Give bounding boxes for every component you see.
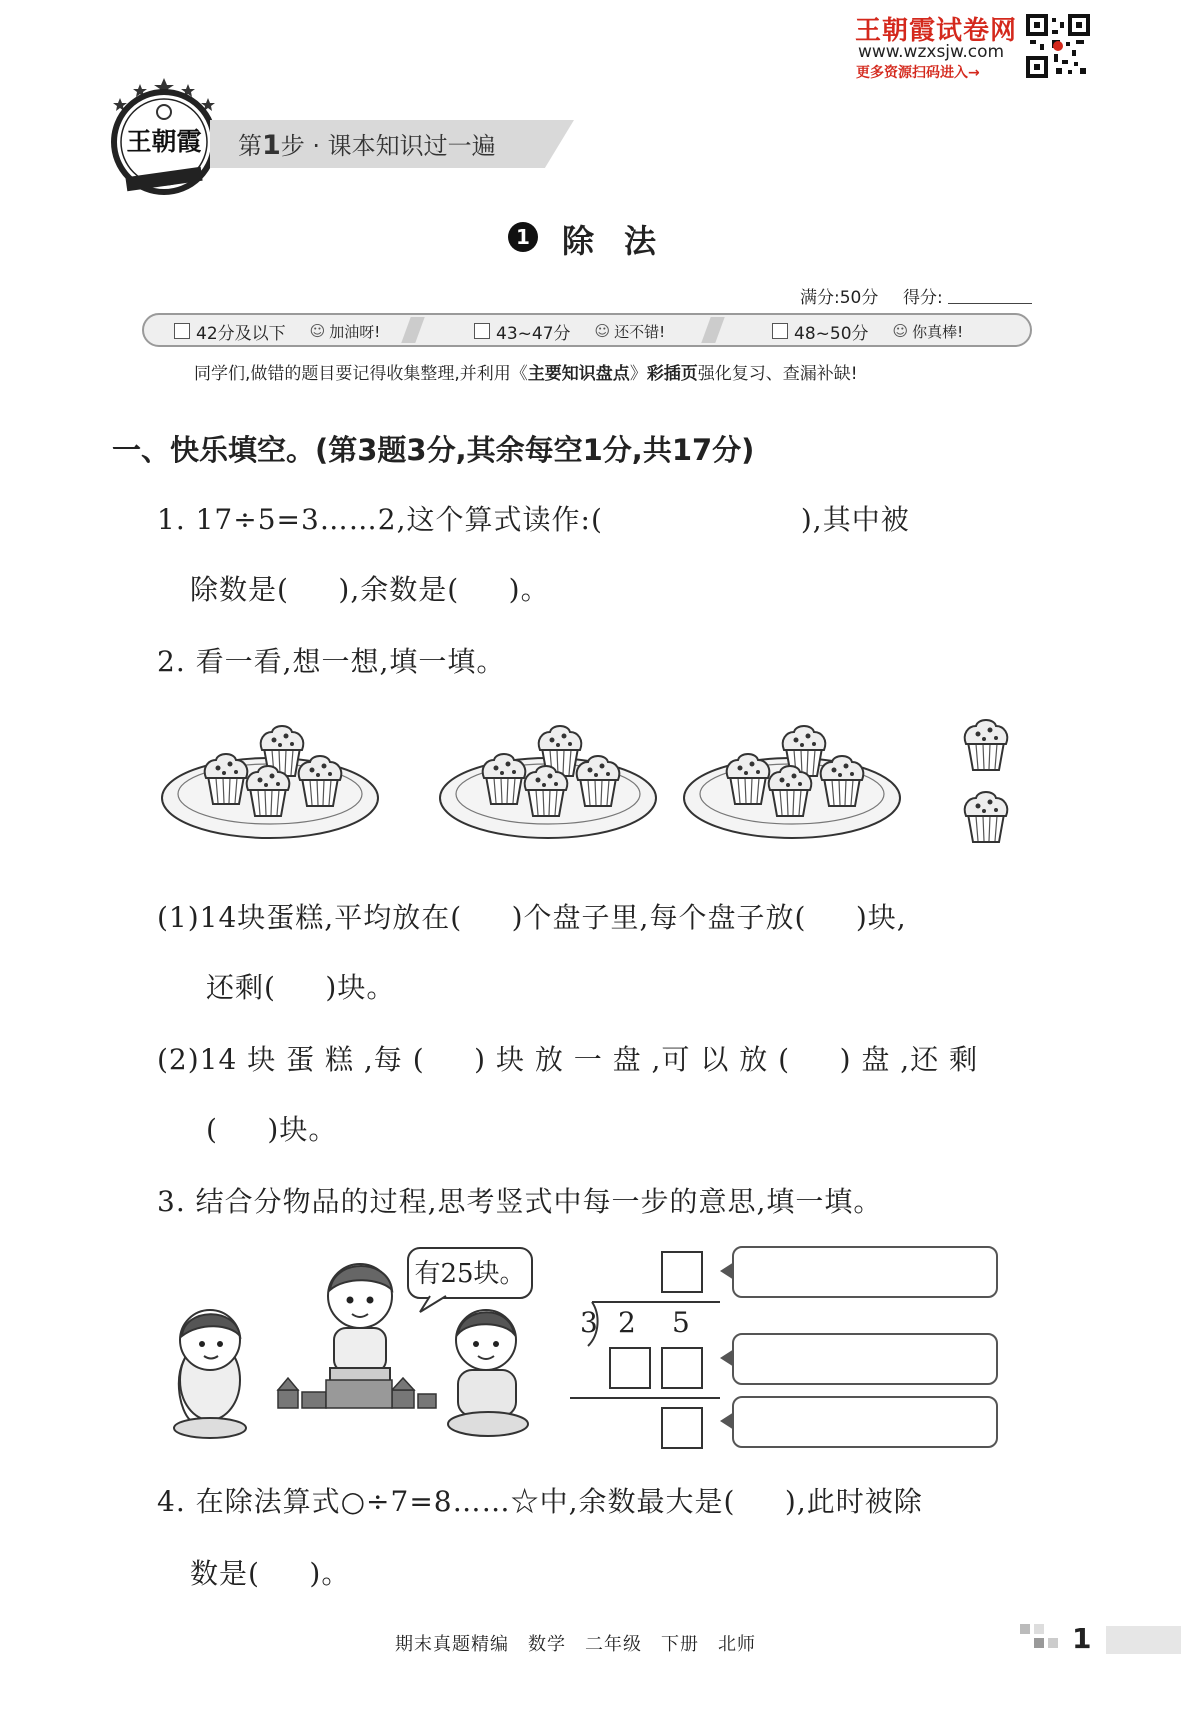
speech-bubble-text: 有25块。 bbox=[414, 1259, 526, 1289]
remainder-box bbox=[662, 1408, 702, 1448]
question-2-1-line-2[interactable]: 还剩( )块。 bbox=[206, 971, 396, 1004]
note-text: 》 bbox=[629, 364, 647, 384]
grade-cheer: 你真棒! bbox=[912, 322, 964, 341]
question-4-line-2[interactable]: 数是( )。 bbox=[190, 1557, 351, 1590]
question-1-line-2[interactable]: 除数是( ),余数是( )。 bbox=[190, 573, 550, 606]
quotient-box bbox=[662, 1252, 702, 1292]
note-bold: 主要知识盘点 bbox=[527, 364, 630, 384]
full-score: 满分:50分 bbox=[800, 288, 879, 308]
grade-level bbox=[772, 320, 963, 342]
grade-cheer: 还不错! bbox=[614, 322, 666, 341]
footer-text: 期末真题精编 数学 二年级 下册 北师 bbox=[395, 1634, 756, 1655]
qr-code-icon[interactable] bbox=[1026, 14, 1090, 78]
grade-divider bbox=[401, 317, 424, 343]
answer-box-1[interactable] bbox=[732, 1246, 998, 1298]
step-number: 1 bbox=[262, 130, 281, 161]
divisor: 3 bbox=[580, 1306, 598, 1339]
grade-bar bbox=[142, 313, 1032, 347]
smiley-icon: ☺ bbox=[594, 322, 611, 340]
answer-box-3[interactable] bbox=[732, 1396, 998, 1448]
logo-seal-icon bbox=[104, 76, 224, 204]
answer-box-pointer bbox=[720, 1262, 734, 1280]
dividend-tens: 2 bbox=[618, 1306, 636, 1339]
grade-divider bbox=[701, 317, 724, 343]
title-number-badge: 1 bbox=[508, 222, 538, 252]
question-2-stem: 2. 看一看,想一想,填一填。 bbox=[157, 645, 506, 678]
answer-box-pointer bbox=[720, 1412, 734, 1430]
score-label: 得分: bbox=[903, 288, 943, 308]
grade-checkbox[interactable] bbox=[474, 323, 490, 339]
grade-range: 43~47分 bbox=[496, 323, 571, 344]
answer-box-2[interactable] bbox=[732, 1333, 998, 1385]
score-blank[interactable] bbox=[948, 303, 1032, 304]
children-sharing-blocks-picture bbox=[170, 1240, 550, 1440]
grade-cheer: 加油呀! bbox=[329, 322, 381, 341]
section-heading: 一、快乐填空。(第3题3分,其余每空1分,共17分) bbox=[112, 433, 755, 467]
brand-name: 王朝霞试卷网 bbox=[855, 16, 1018, 46]
grade-range: 48~50分 bbox=[794, 323, 869, 344]
grade-level bbox=[474, 320, 665, 342]
note-text: 同学们,做错的题目要记得收集整理,并利用《 bbox=[194, 364, 528, 384]
cakes-on-plates-picture bbox=[160, 712, 1020, 858]
step-suffix: 步 · 课本知识过一遍 bbox=[280, 132, 496, 160]
product-tens-box bbox=[610, 1348, 650, 1388]
question-2-2-line-1[interactable]: (2)14 块 蛋 糕 ,每 ( ) 块 放 一 盘 ,可 以 放 ( ) 盘 ,还 剩 bbox=[157, 1043, 979, 1076]
page-title: 除法 bbox=[562, 222, 687, 260]
note-text: 强化复习、查漏补缺! bbox=[697, 364, 858, 384]
page-band bbox=[1106, 1626, 1181, 1654]
long-division-figure bbox=[570, 1250, 730, 1460]
grade-checkbox[interactable] bbox=[174, 323, 190, 339]
grade-range: 42分及以下 bbox=[196, 323, 286, 344]
grade-checkbox[interactable] bbox=[772, 323, 788, 339]
page-decoration-icon bbox=[1020, 1624, 1066, 1654]
grade-level bbox=[174, 320, 380, 342]
logo-text: 王朝霞 bbox=[126, 127, 202, 156]
smiley-icon: ☺ bbox=[309, 322, 326, 340]
brand-url[interactable]: www.wzxsjw.com bbox=[858, 42, 1005, 62]
answer-box-pointer bbox=[720, 1349, 734, 1367]
study-note bbox=[194, 359, 858, 384]
step-title bbox=[238, 126, 496, 161]
question-2-2-line-2[interactable]: ( )块。 bbox=[206, 1113, 338, 1146]
question-3-stem: 3. 结合分物品的过程,思考竖式中每一步的意思,填一填。 bbox=[157, 1185, 883, 1218]
brand-tip: 更多资源扫码进入→ bbox=[856, 65, 980, 81]
dividend-ones: 5 bbox=[672, 1306, 690, 1339]
step-prefix: 第 bbox=[238, 132, 262, 160]
product-ones-box bbox=[662, 1348, 702, 1388]
smiley-icon: ☺ bbox=[892, 322, 909, 340]
note-bold: 彩插页 bbox=[646, 364, 698, 384]
page-number: 1 bbox=[1072, 1622, 1092, 1655]
question-2-1-line-1[interactable]: (1)14块蛋糕,平均放在( )个盘子里,每个盘子放( )块, bbox=[157, 901, 907, 934]
question-4-line-1[interactable]: 4. 在除法算式○÷7=8……☆中,余数最大是( ),此时被除 bbox=[157, 1485, 923, 1518]
question-1-line-1[interactable]: 1. 17÷5=3……2,这个算式读作:( ),其中被 bbox=[157, 503, 910, 536]
